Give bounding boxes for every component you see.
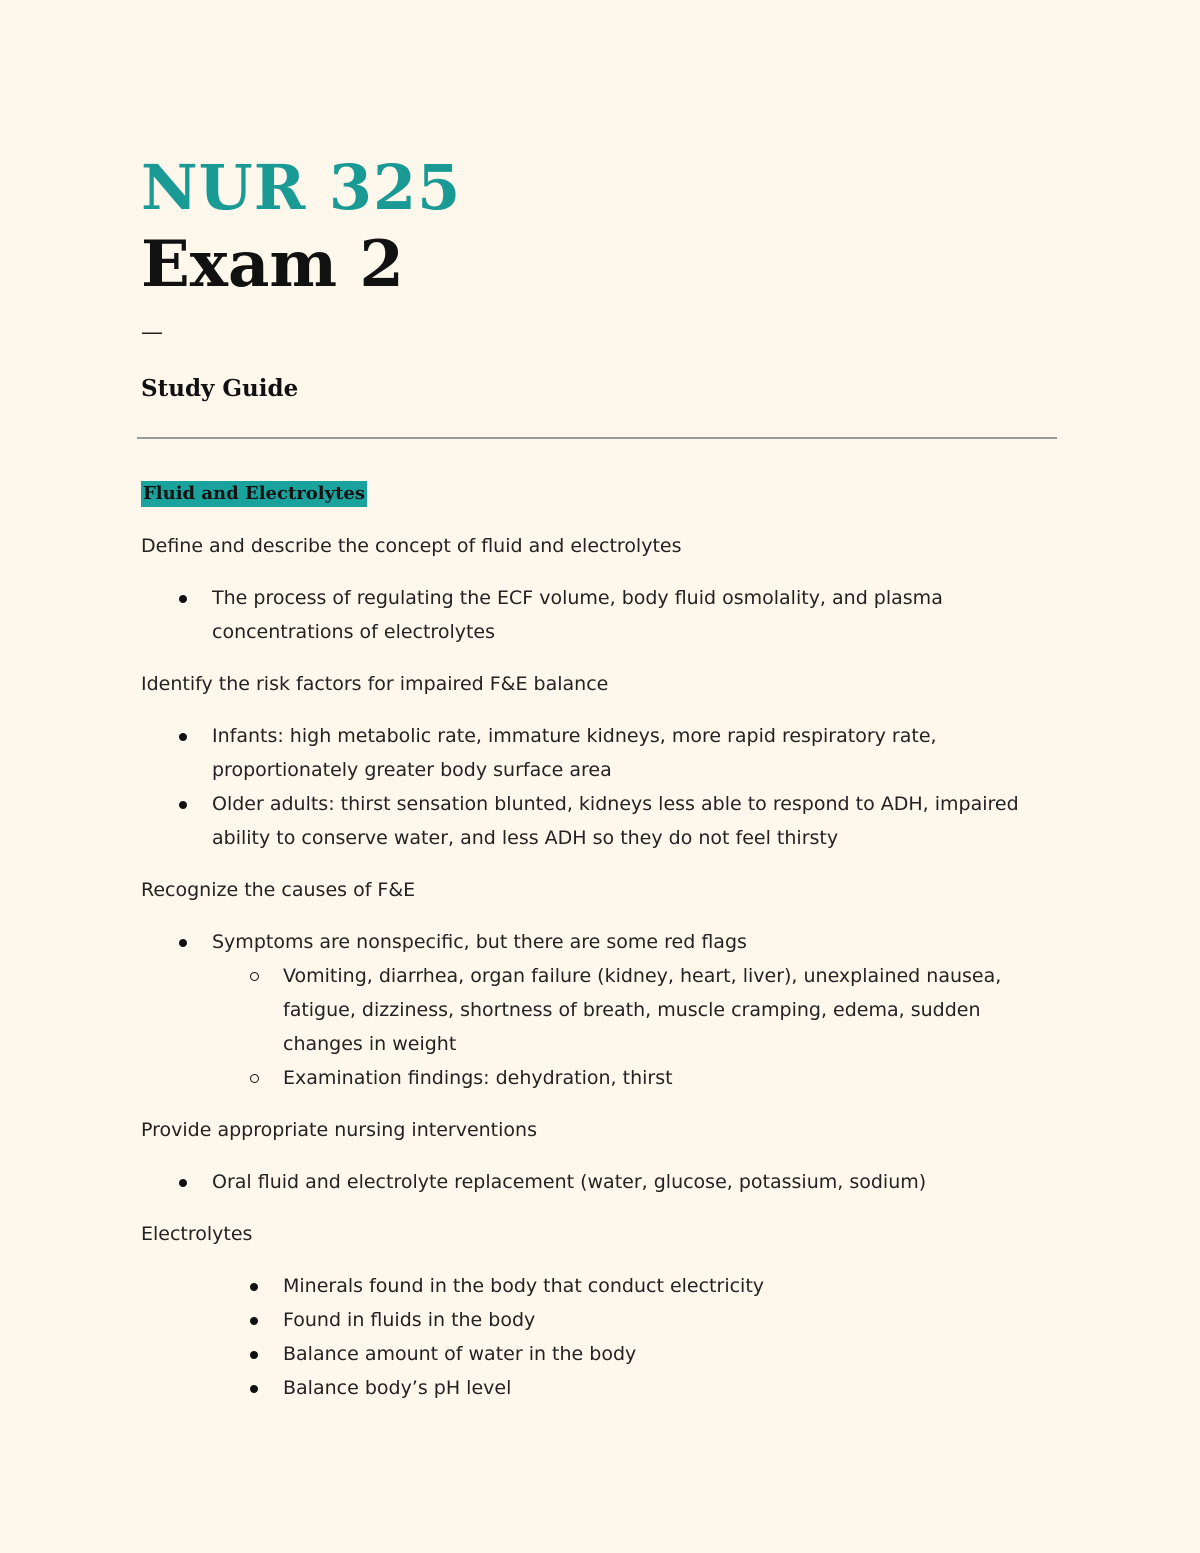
bullet-icon bbox=[250, 1351, 258, 1359]
sub-list-item-text: Vomiting, diarrhea, organ failure (kidney, heart, liver), unexplained nausea, fatigue, dizziness, shortness of breath, muscle cramping, edema, sudden changes in weight bbox=[283, 965, 1002, 1055]
list-item-text: Minerals found in the body that conduct electricity bbox=[283, 1275, 765, 1297]
list-define bbox=[141, 581, 1061, 649]
list-item bbox=[141, 787, 1061, 855]
prompt-electrolytes: Electrolytes bbox=[141, 1223, 253, 1245]
list-item-text: The process of regulating the ECF volume, body fluid osmolality, and plasma concentrations of electrolytes bbox=[212, 587, 943, 643]
list-item bbox=[141, 719, 1061, 787]
list-item bbox=[212, 1303, 1061, 1337]
electrolytes-list-wrapper bbox=[212, 1269, 1061, 1405]
circle-bullet-icon bbox=[250, 972, 259, 981]
sub-list-item bbox=[212, 1061, 1061, 1095]
exam-title: Exam 2 bbox=[141, 227, 404, 302]
list-item bbox=[141, 581, 1061, 649]
list-item-text: Balance body’s pH level bbox=[283, 1377, 512, 1399]
list-item bbox=[141, 1165, 1061, 1199]
bullet-icon bbox=[250, 1317, 258, 1325]
sub-list-causes bbox=[212, 959, 1061, 1095]
subtitle: Study Guide bbox=[141, 375, 299, 402]
list-item-text: Oral fluid and electrolyte replacement (water, glucose, potassium, sodium) bbox=[212, 1171, 927, 1193]
bullet-icon bbox=[179, 801, 187, 809]
course-title: NUR 325 bbox=[141, 151, 462, 224]
prompt-risk: Identify the risk factors for impaired F&E balance bbox=[141, 673, 609, 695]
bullet-icon bbox=[179, 1179, 187, 1187]
list-interventions bbox=[141, 1165, 1061, 1199]
list-item bbox=[212, 1269, 1061, 1303]
sub-list-item-text: Examination findings: dehydration, thirst bbox=[283, 1067, 673, 1089]
circle-bullet-icon bbox=[250, 1074, 259, 1083]
list-item-text: Found in fluids in the body bbox=[283, 1309, 536, 1331]
list-item bbox=[141, 925, 1061, 1095]
title-dash: — bbox=[141, 320, 163, 345]
bullet-icon bbox=[179, 595, 187, 603]
document-page bbox=[141, 150, 1057, 1399]
prompt-define: Define and describe the concept of fluid and electrolytes bbox=[141, 535, 682, 557]
prompt-causes: Recognize the causes of F&E bbox=[141, 879, 416, 901]
bullet-icon bbox=[179, 733, 187, 741]
prompt-interventions: Provide appropriate nursing interventions bbox=[141, 1119, 537, 1141]
bullet-icon bbox=[250, 1385, 258, 1393]
list-electrolytes bbox=[212, 1269, 1061, 1405]
bullet-icon bbox=[179, 939, 187, 947]
list-item bbox=[212, 1371, 1061, 1405]
bullet-icon bbox=[250, 1283, 258, 1291]
list-item-text: Infants: high metabolic rate, immature kidneys, more rapid respiratory rate, proportionately greater body surface area bbox=[212, 725, 937, 781]
list-item-text: Balance amount of water in the body bbox=[283, 1343, 637, 1365]
list-item-text: Older adults: thirst sensation blunted, kidneys less able to respond to ADH, impaired ability to conserve water, and less ADH so they do not feel thirsty bbox=[212, 793, 1019, 849]
list-causes bbox=[141, 925, 1061, 1095]
list-item bbox=[212, 1337, 1061, 1371]
list-item-text: Symptoms are nonspecific, but there are some red flags bbox=[212, 931, 747, 953]
section-fluid-electrolytes bbox=[141, 476, 1061, 1423]
section-heading: Fluid and Electrolytes bbox=[141, 481, 367, 507]
list-risk bbox=[141, 719, 1061, 855]
horizontal-rule bbox=[137, 437, 1057, 439]
sub-list-item bbox=[212, 959, 1061, 1061]
